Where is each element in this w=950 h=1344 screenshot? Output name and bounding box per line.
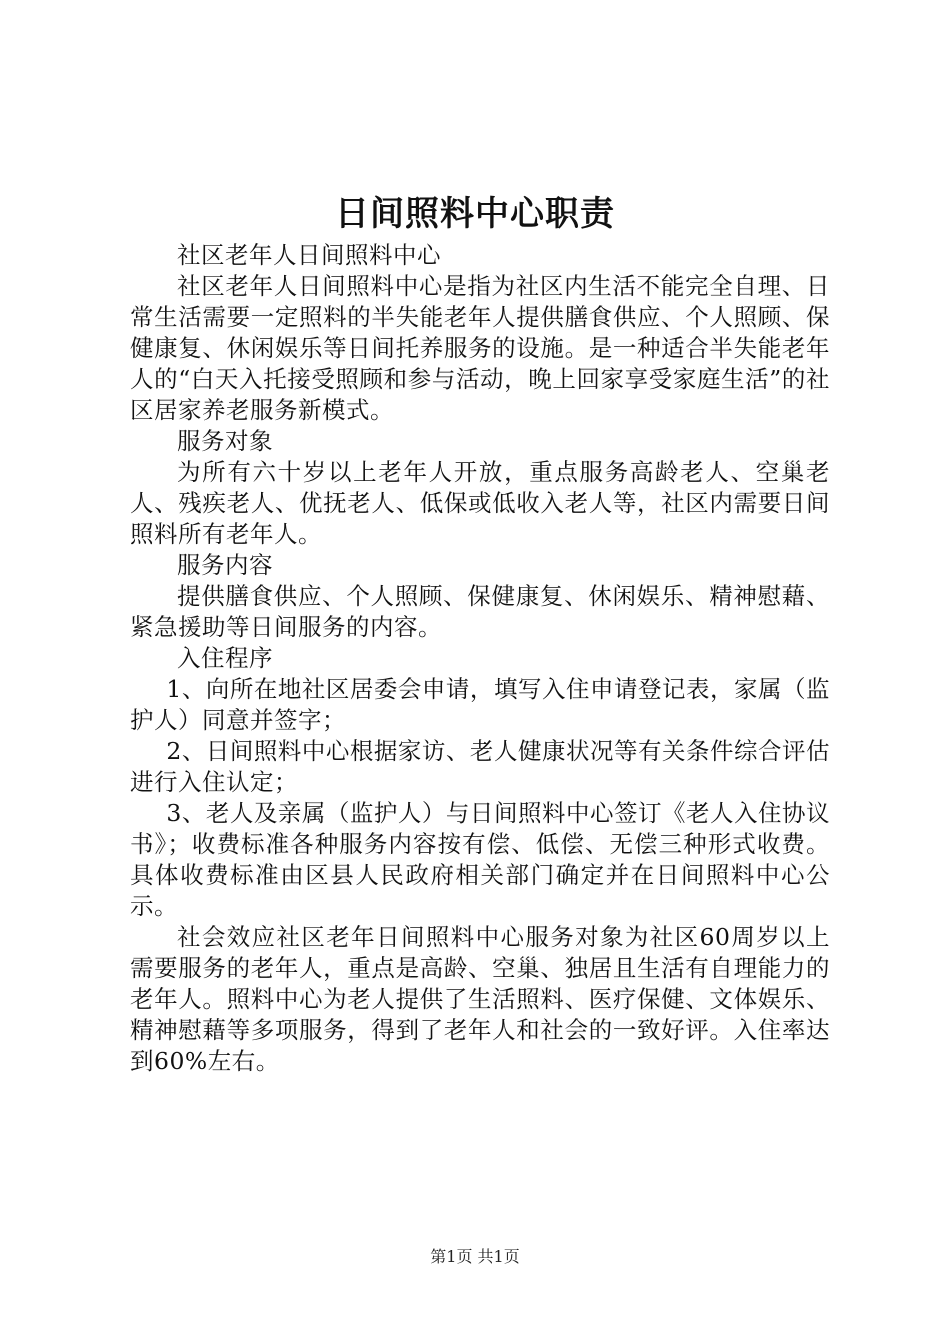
page-footer: 第1页 共1页	[430, 1247, 520, 1266]
section-heading-service-target: 服务对象	[177, 427, 273, 455]
document-title: 日间照料中心职责	[335, 194, 615, 234]
section-heading-service-content: 服务内容	[177, 551, 273, 579]
section-heading-admission: 入住程序	[177, 644, 273, 672]
list-item-step-3: 3、老人及亲属（监护人）与日间照料中心签订《老人入住协议书》；收费标准各种服务内容按有偿、低偿、无偿三种形式收费。具体收费标准由区县人民政府相关部门确定并在日间照料中心公示。	[130, 799, 830, 920]
list-item-step-2: 2、日间照料中心根据家访、老人健康状况等有关条件综合评估进行入住认定；	[130, 737, 830, 796]
section-heading-center: 社区老年人日间照料中心	[177, 241, 441, 269]
paragraph-social-effect: 社会效应社区老年日间照料中心服务对象为社区60周岁以上需要服务的老年人，重点是高龄、空巢、独居且生活有自理能力的老年人。照料中心为老人提供了生活照料、医疗保健、文体娱乐、精神慰藉等多项服务，得到了老年人和社会的一致好评。入住率达到60%左右。	[130, 923, 830, 1075]
list-item-step-1: 1、向所在地社区居委会申请，填写入住申请登记表，家属（监护人）同意并签字；	[130, 675, 830, 734]
paragraph-intro: 社区老年人日间照料中心是指为社区内生活不能完全自理、日常生活需要一定照料的半失能老年人提供膳食供应、个人照顾、保健康复、休闲娱乐等日间托养服务的设施。是一种适合半失能老年人的“白天入托接受照顾和参与活动，晚上回家享受家庭生活”的社区居家养老服务新模式。	[130, 272, 830, 424]
document-body	[130, 240, 830, 1077]
paragraph-service-content: 提供膳食供应、个人照顾、保健康复、休闲娱乐、精神慰藉、紧急援助等日间服务的内容。	[130, 582, 830, 641]
paragraph-service-target: 为所有六十岁以上老年人开放，重点服务高龄老人、空巢老人、残疾老人、优抚老人、低保或低收入老人等，社区内需要日间照料所有老年人。	[130, 458, 830, 548]
